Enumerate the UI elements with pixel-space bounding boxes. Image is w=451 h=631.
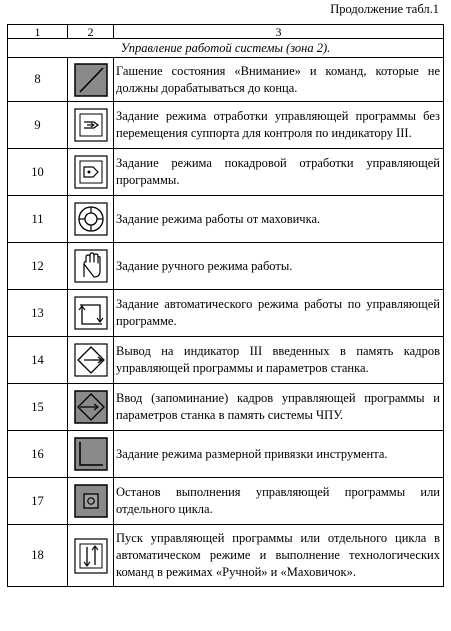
row-number: 16	[8, 431, 68, 478]
symbol-cell	[68, 149, 114, 196]
row-number: 9	[8, 102, 68, 149]
table-row	[8, 243, 444, 290]
row-number: 17	[8, 478, 68, 525]
slash-dark-icon	[74, 63, 108, 97]
row-number: 13	[8, 290, 68, 337]
table-caption: Продолжение табл.1	[330, 2, 439, 16]
row-description: Ввод (запоминание) кадров управляющей программы и параметров станка в память системы ЧПУ.	[114, 384, 444, 431]
start-cycle-icon	[74, 538, 108, 574]
header-row	[8, 25, 444, 39]
table-row	[8, 337, 444, 384]
table-row	[8, 384, 444, 431]
symbol-cell	[68, 337, 114, 384]
symbol-cell	[68, 102, 114, 149]
section-row	[8, 39, 444, 58]
symbol-cell	[68, 431, 114, 478]
row-number: 10	[8, 149, 68, 196]
row-number: 12	[8, 243, 68, 290]
diamond-arrow-out-icon	[74, 343, 108, 377]
symbol-cell	[68, 290, 114, 337]
diamond-arrow-in-dark-icon	[74, 390, 108, 424]
header-col-2: 2	[68, 25, 114, 39]
header-col-1: 1	[8, 25, 68, 39]
table-row	[8, 478, 444, 525]
dot-tag-box-icon	[74, 155, 108, 189]
row-number: 15	[8, 384, 68, 431]
row-description: Задание режима отработки управляющей программы без перемещения суппорта для контроля по индикатору III.	[114, 102, 444, 149]
symbol-cell	[68, 243, 114, 290]
section-title: Управление работой системы (зона 2).	[8, 39, 444, 58]
symbol-cell	[68, 58, 114, 102]
commands-table	[7, 24, 444, 587]
row-description: Задание автоматического режима работы по управляющей программе.	[114, 290, 444, 337]
row-description: Пуск управляющей программы или отдельного цикла в автоматическом режиме и выполнение технологических команд в режимах «Ручной» и «Маховичок».	[114, 525, 444, 587]
row-description: Вывод на индикатор III введенных в память кадров управляющей программы и параметров станка.	[114, 337, 444, 384]
table-row	[8, 290, 444, 337]
cycle-arrows-icon	[74, 296, 108, 330]
symbol-cell	[68, 384, 114, 431]
symbol-cell	[68, 478, 114, 525]
row-description: Задание режима работы от маховичка.	[114, 196, 444, 243]
row-description: Гашение состояния «Внимание» и команд, которые не должны дорабатываться до конца.	[114, 58, 444, 102]
row-number: 11	[8, 196, 68, 243]
row-number: 14	[8, 337, 68, 384]
table-row	[8, 431, 444, 478]
row-number: 8	[8, 58, 68, 102]
table-row	[8, 196, 444, 243]
table-row	[8, 58, 444, 102]
table-row	[8, 149, 444, 196]
hand-icon	[74, 249, 108, 283]
row-number: 18	[8, 525, 68, 587]
arrow-in-box-icon	[74, 108, 108, 142]
symbol-cell	[68, 196, 114, 243]
header-col-3: 3	[114, 25, 444, 39]
handwheel-icon	[74, 202, 108, 236]
row-description: Останов выполнения управляющей программы или отдельного цикла.	[114, 478, 444, 525]
row-description: Задание ручного режима работы.	[114, 243, 444, 290]
tool-reference-dark-icon	[74, 437, 108, 471]
row-description: Задание режима покадровой отработки управляющей программы.	[114, 149, 444, 196]
row-description: Задание режима размерной привязки инструмента.	[114, 431, 444, 478]
stop-dark-icon	[74, 484, 108, 518]
symbol-cell	[68, 525, 114, 587]
table-row	[8, 525, 444, 587]
table-row	[8, 102, 444, 149]
